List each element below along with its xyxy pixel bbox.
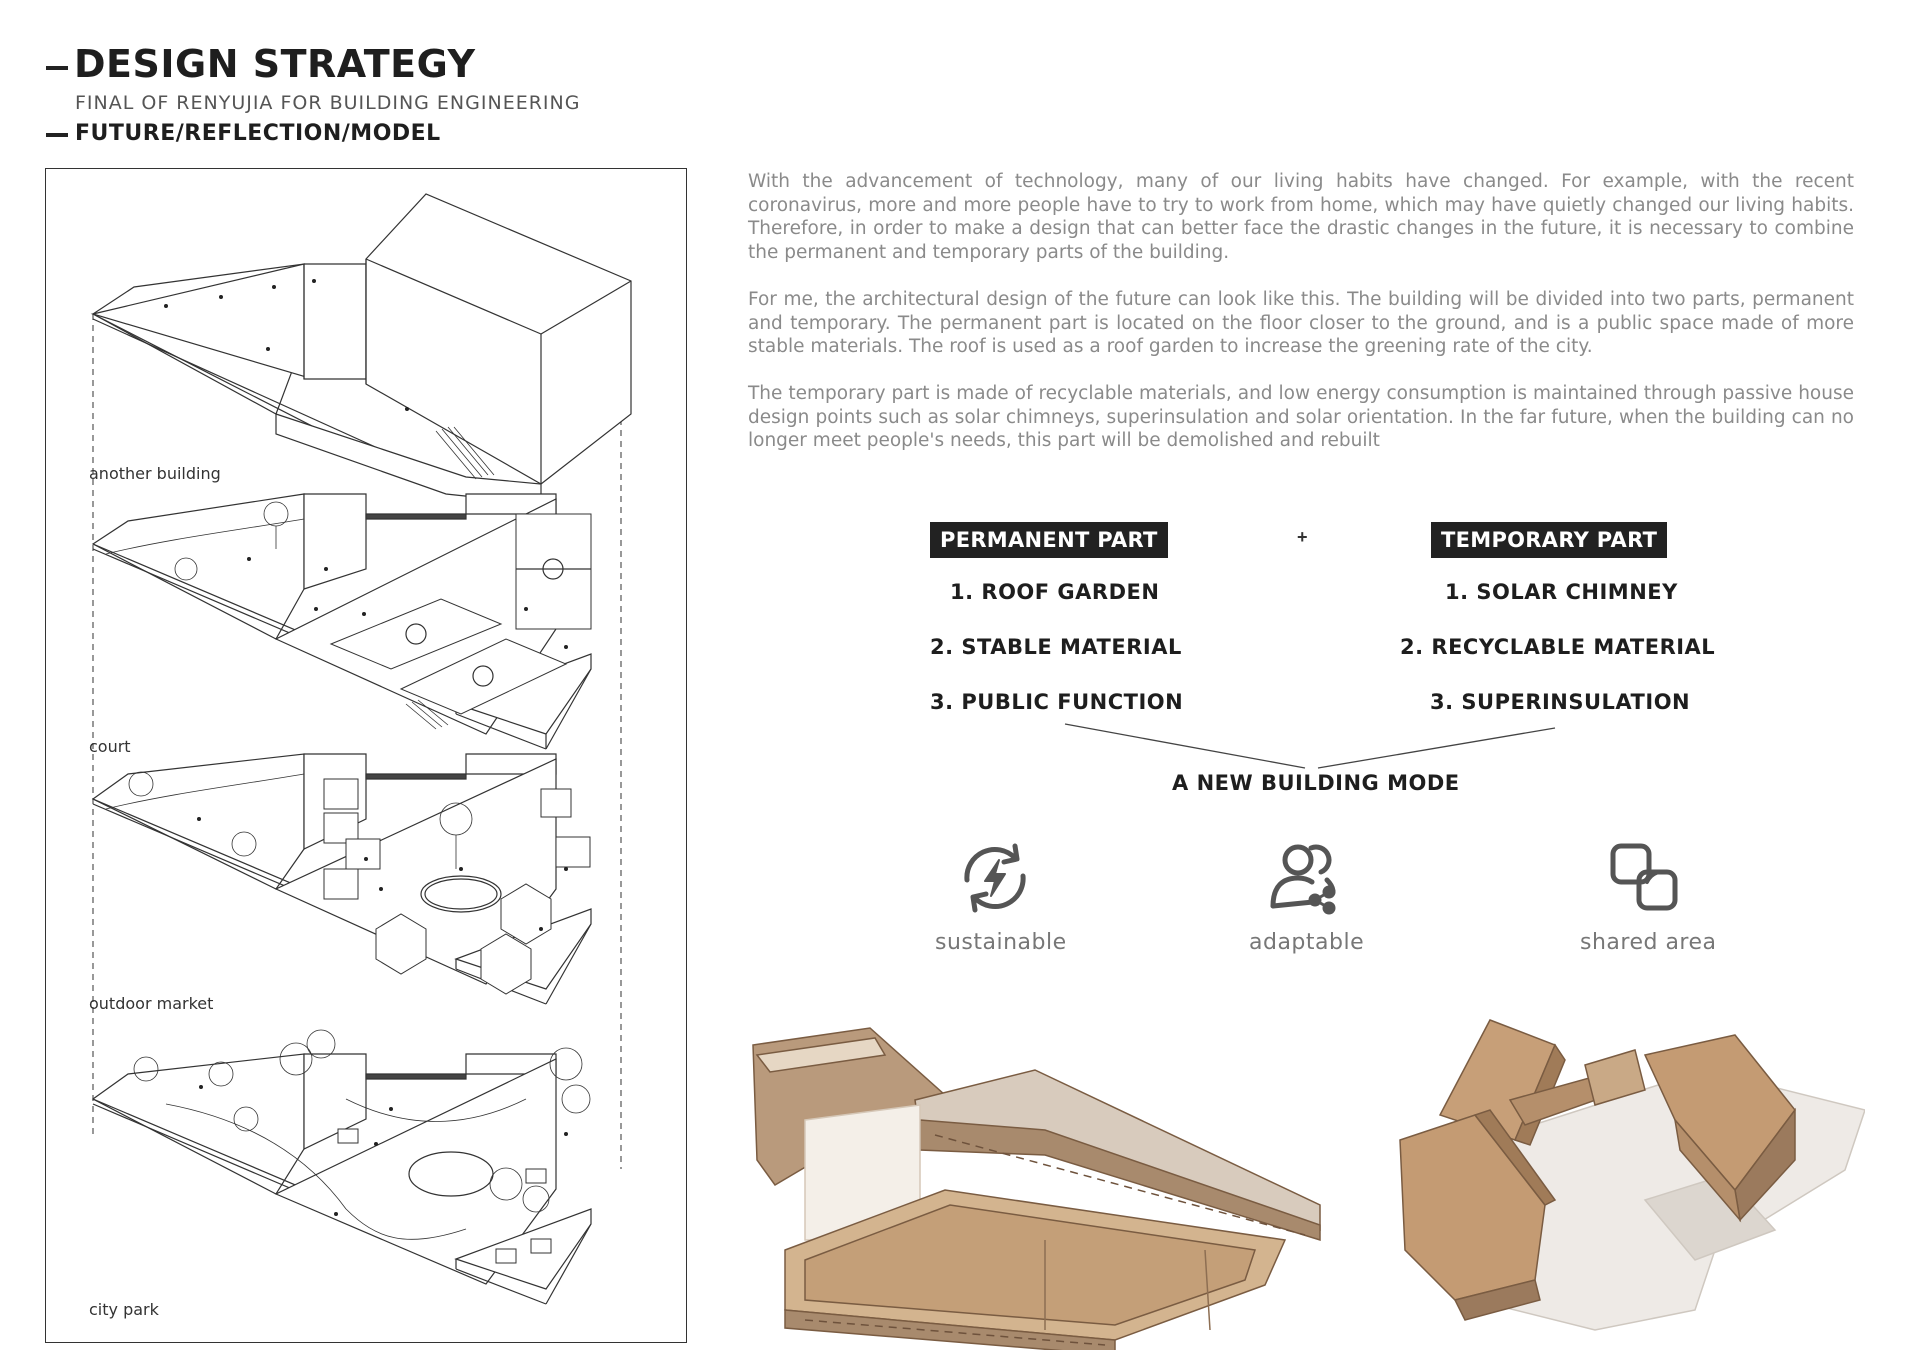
temporary-part-title: TEMPORARY PART [1431,522,1667,558]
temporary-item-3: 3. SUPERINSULATION [1430,690,1691,714]
model-photo-massing [1395,1000,1865,1340]
adaptable-icon [1265,838,1345,918]
new-building-mode: A NEW BUILDING MODE [1172,771,1460,795]
diagram-label-outdoor-market: outdoor market [89,994,214,1013]
page-subtitle: FINAL OF RENYUJIA FOR BUILDING ENGINEERING [75,92,581,114]
permanent-item-2: 2. STABLE MATERIAL [930,635,1182,659]
diagram-label-another-building: another building [89,464,221,483]
permanent-part-title: PERMANENT PART [930,522,1168,558]
diagram-label-court: court [89,737,131,756]
feature-label-adaptable: adaptable [1249,930,1365,955]
paragraph-3: The temporary part is made of recyclable materials, and low energy consumption is maintained through passive house design points such as solar chimneys, superinsulation and solar orientation. In the far future, when the building can no longer meet people's needs, this part will be demolished and rebuilt [748,383,1854,451]
feature-label-shared-area: shared area [1580,930,1717,955]
section-title: FUTURE/REFLECTION/MODEL [75,121,441,146]
shared-area-icon [1605,838,1685,918]
feature-label-sustainable: sustainable [935,930,1067,955]
sustainable-icon [955,838,1035,918]
model-photo-section [745,1010,1335,1350]
diagram-label-city-park: city park [89,1300,159,1319]
paragraph-1: With the advancement of technology, many of our living habits have changed. For example, with the recent coronavirus, more and more people have to try to work from home, which may have quietly changed our living habits. Therefore, in order to make a design that can better face the drastic changes in the future, it is necessary to combine the permanent and temporary parts of the building. [748,171,1854,263]
permanent-item-1: 1. ROOF GARDEN [950,580,1160,604]
temporary-item-1: 1. SOLAR CHIMNEY [1445,580,1678,604]
temporary-item-2: 2. RECYCLABLE MATERIAL [1400,635,1716,659]
permanent-item-3: 3. PUBLIC FUNCTION [930,690,1184,714]
paragraph-2: For me, the architectural design of the future can look like this. The building will be divided into two parts, permanent and temporary. The permanent part is located on the floor closer to the ground, and is a public space made of more stable materials. The roof is used as a roof garden to increase the greening rate of the city. [748,289,1854,357]
page-title: DESIGN STRATEGY [74,42,476,86]
plus-sign: + [1297,527,1308,547]
